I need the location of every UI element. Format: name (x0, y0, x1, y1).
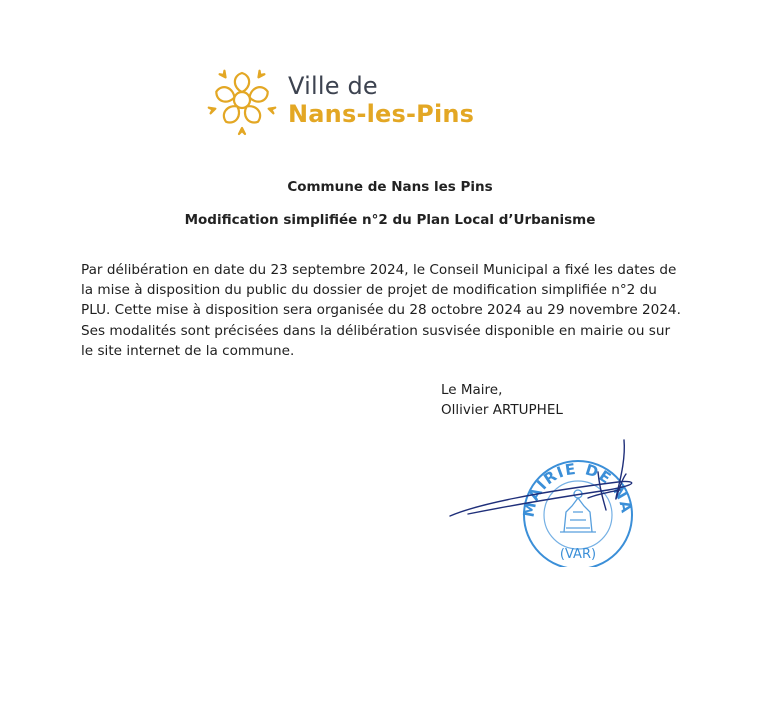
signer-name: Ollivier ARTUPHEL (441, 402, 563, 418)
town-logo (206, 64, 474, 136)
logo-line-ville: Ville de (288, 72, 378, 100)
subject-heading: Modification simplifiée n°2 du Plan Local d’Urbanisme (184, 212, 596, 228)
logo-line-town-name: Nans-les-Pins (288, 100, 475, 128)
stamp-text-bottom: (VAR) (559, 547, 597, 562)
commune-heading: Commune de Nans les Pins (287, 179, 493, 195)
notice-paragraph: Par délibération en date du 23 septembre 2024, le Conseil Municipal a fixé les dates de la mise à disposition du public du dossier de projet de modification simplifiée n°2 du PLU. Cette mise à disposition sera organisée du 28 octobre 2024 au 29 novembre 2024. Ses modalités sont précisées dans la délibération susvisée disponible en mairie ou sur le site internet de la commune. (81, 262, 681, 359)
flower-emblem-icon (206, 64, 278, 136)
official-seal-icon (448, 432, 648, 567)
signature-block (441, 380, 563, 420)
stamp-text-top: MAIRIE DE NA (519, 459, 637, 519)
signer-role: Le Maire, (441, 382, 503, 398)
mairie-stamp (448, 432, 648, 571)
